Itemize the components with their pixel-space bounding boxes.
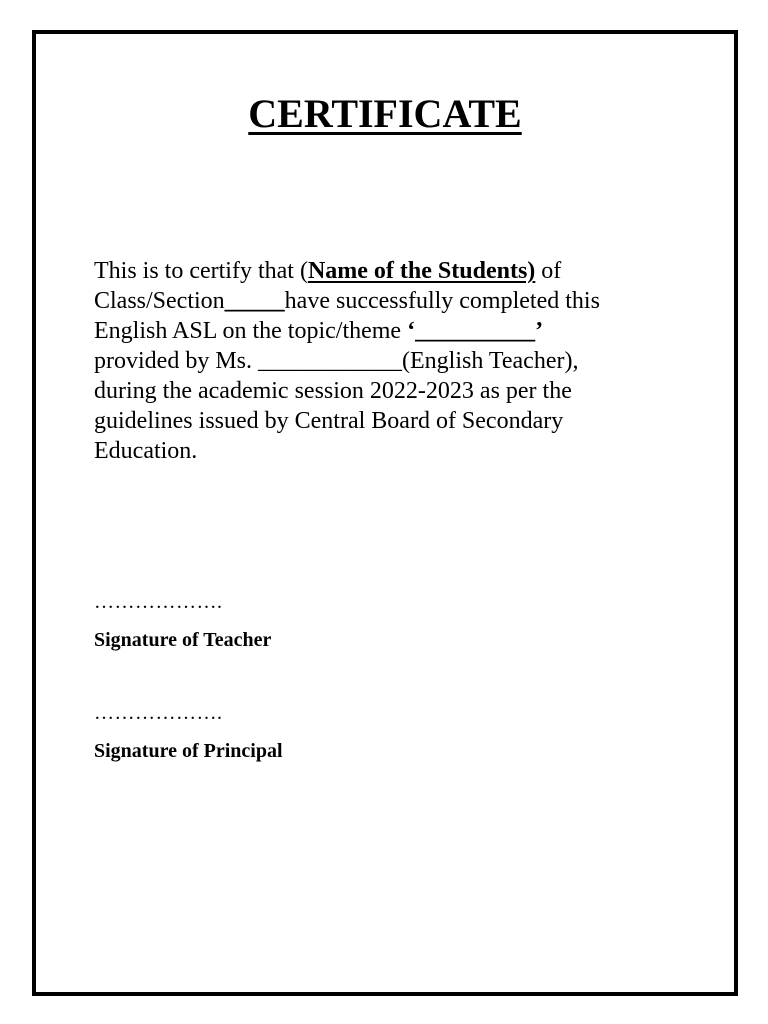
body-line-1 <box>94 256 654 286</box>
certificate-body <box>94 256 654 466</box>
class-section-blank: _____ <box>224 288 285 314</box>
theme-blank: ‘__________’ <box>407 318 544 344</box>
teacher-signature-label: Signature of Teacher <box>94 629 272 651</box>
body-line-3-start: English ASL on the topic/theme <box>94 318 408 344</box>
body-line-7: Education. <box>94 438 198 464</box>
principal-signature-line: ………………. <box>94 702 223 724</box>
body-line-2-start: Class/Section <box>94 288 225 314</box>
body-line-6: guidelines issued by Central Board of Secondary <box>94 408 564 434</box>
body-line-3 <box>94 316 654 346</box>
student-name-placeholder: Name of the Students) <box>307 258 536 284</box>
certificate-border <box>32 30 738 996</box>
certificate-title: CERTIFICATE <box>248 91 522 136</box>
body-line-1-start: This is to certify that ( <box>94 258 308 284</box>
body-line-2-end: have successfully completed this <box>284 288 600 314</box>
body-line-2 <box>94 286 654 316</box>
body-line-1-end: of <box>535 258 562 284</box>
body-line-4: provided by Ms. ____________(English Teacher), <box>94 348 579 374</box>
principal-signature-label: Signature of Principal <box>94 740 283 762</box>
teacher-signature-line: ………………. <box>94 591 223 613</box>
body-line-5: during the academic session 2022-2023 as per the <box>94 378 572 404</box>
